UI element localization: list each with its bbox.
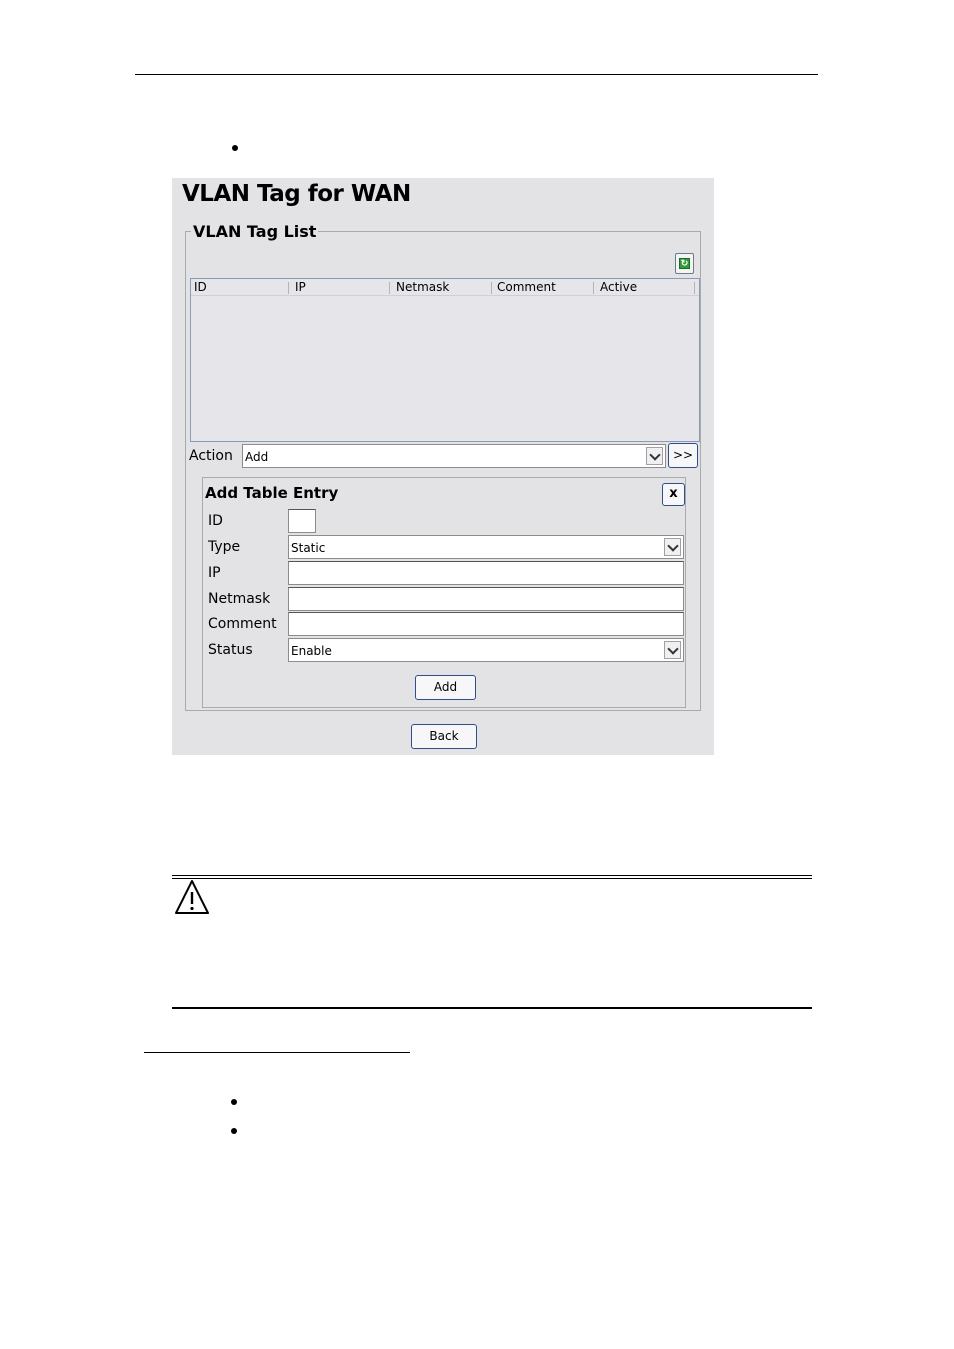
column-header-active[interactable]: Active <box>600 280 638 294</box>
ip-label: IP <box>208 565 221 581</box>
column-header-comment[interactable]: Comment <box>497 280 556 294</box>
header-rule <box>135 74 818 75</box>
action-dropdown-arrow[interactable] <box>646 447 663 465</box>
type-select[interactable] <box>288 535 684 559</box>
comment-field[interactable] <box>288 612 684 636</box>
action-select-value: Add <box>245 450 269 464</box>
entry-title: Add Table Entry <box>205 484 339 502</box>
type-label: Type <box>208 539 241 555</box>
action-label: Action <box>189 448 233 464</box>
caution-bottom-rule <box>172 1007 812 1009</box>
type-select-value: Static <box>291 541 326 555</box>
bullet-3 <box>231 1128 237 1134</box>
status-dropdown-arrow[interactable] <box>664 641 681 659</box>
id-field[interactable] <box>288 509 316 533</box>
back-button[interactable]: Back <box>411 724 477 749</box>
section-underline <box>144 1052 410 1053</box>
column-separator <box>491 282 492 294</box>
column-separator <box>593 282 594 294</box>
add-table-entry-form <box>202 477 686 708</box>
action-go-button[interactable]: >> <box>668 443 698 468</box>
warning-triangle-icon <box>174 879 210 915</box>
chevron-down-icon <box>649 449 660 460</box>
vlan-tag-table <box>190 278 700 442</box>
netmask-label: Netmask <box>208 591 271 607</box>
ip-field[interactable] <box>288 561 684 585</box>
column-header-netmask[interactable]: Netmask <box>396 280 450 294</box>
header-divider <box>191 295 699 296</box>
page-title: VLAN Tag for WAN <box>182 181 411 207</box>
column-separator <box>288 282 289 294</box>
chevron-down-icon <box>667 540 678 551</box>
column-header-ip[interactable]: IP <box>295 280 306 294</box>
bullet-1 <box>232 145 238 151</box>
chevron-down-icon <box>667 643 678 654</box>
column-separator <box>389 282 390 294</box>
close-button[interactable]: x <box>662 483 685 506</box>
column-separator <box>694 282 695 294</box>
refresh-button[interactable] <box>675 253 694 274</box>
netmask-field[interactable] <box>288 587 684 611</box>
comment-label: Comment <box>208 616 277 632</box>
bullet-2 <box>231 1099 237 1105</box>
caution-top-rule <box>172 875 812 876</box>
type-dropdown-arrow[interactable] <box>664 538 681 556</box>
action-select[interactable] <box>242 444 666 468</box>
status-select[interactable] <box>288 638 684 662</box>
column-header-id[interactable]: ID <box>194 280 207 294</box>
vlan-tag-panel <box>172 178 714 755</box>
vlan-tag-list-legend: VLAN Tag List <box>193 222 317 241</box>
status-label: Status <box>208 642 253 658</box>
refresh-icon: ↻ <box>680 258 689 268</box>
id-label: ID <box>208 513 223 529</box>
status-select-value: Enable <box>291 644 332 658</box>
caution-top-rule-inner <box>172 878 812 879</box>
add-button[interactable]: Add <box>415 675 476 700</box>
